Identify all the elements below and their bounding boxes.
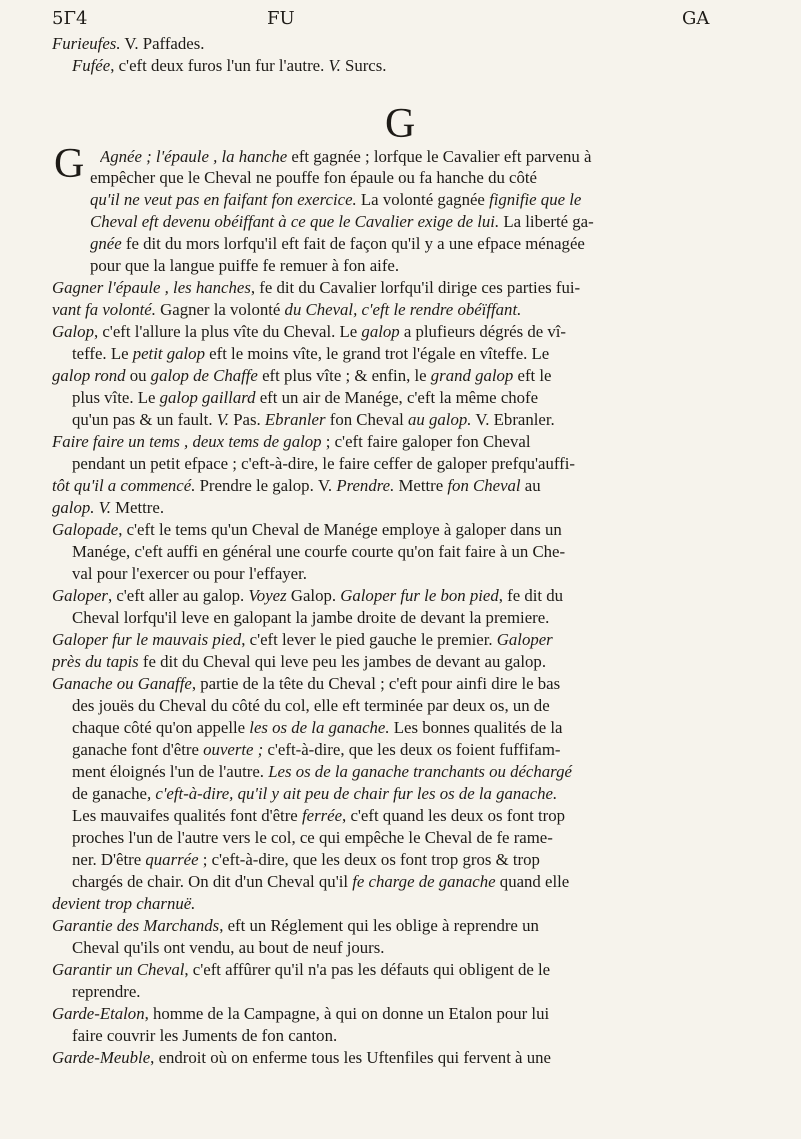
text-line <box>90 192 762 209</box>
text-segment: , eft un Réglement qui les oblige à reprendre un <box>219 918 539 935</box>
text-segment: , c'eft le tems qu'un Cheval de Manége employe à galoper dans un <box>118 522 562 539</box>
headword-segment: Agnée ; l'épaule , la hanche <box>100 149 288 166</box>
headword-segment: galop de Chaffe <box>150 368 258 385</box>
page-number: 5Γ4 <box>52 8 88 29</box>
text-line <box>52 434 762 451</box>
text-line <box>52 896 762 913</box>
text-line <box>52 654 762 671</box>
text-line <box>72 544 762 561</box>
text-line <box>72 874 762 891</box>
text-segment: Prendre le galop. <box>199 478 314 495</box>
text-line <box>52 280 762 297</box>
text-line <box>72 698 762 715</box>
text-segment: Les bonnes qualités de la <box>389 720 563 737</box>
text-segment: chaque côté qu'on appelle <box>72 720 250 737</box>
text-line <box>52 324 762 341</box>
text-segment: a plufieurs dégrés de vî- <box>399 324 567 341</box>
text-segment: , c'eft deux furos l'un fur l'autre. <box>110 58 329 75</box>
headword-segment: V. <box>328 58 341 75</box>
text-segment: ment éloignés l'un de l'autre. <box>72 764 269 781</box>
headword-segment: galop. V. <box>52 500 111 517</box>
text-segment: fe dit du Cheval qui leve peu les jambes de devant au galop. <box>138 654 547 671</box>
headword-segment: gnée <box>90 236 122 253</box>
text-line <box>52 962 762 979</box>
text-line <box>72 940 762 957</box>
headword-segment: Faire faire un tems , deux tems de galop <box>52 434 322 451</box>
text-segment: ; c'eft faire galoper fon Cheval <box>321 434 531 451</box>
headword-segment: Galoper <box>496 632 553 649</box>
text-line <box>90 236 762 253</box>
text-segment: teffe. Le <box>72 346 133 363</box>
text-segment: eft plus vîte ; & enfin, le <box>257 368 431 385</box>
text-segment: V. Ebranler. <box>471 412 555 429</box>
text-segment: Les mauvaifes qualités font d'être <box>72 808 302 825</box>
headword-segment: galop gaillard <box>159 390 256 407</box>
text-segment: pendant un petit efpace ; c'eft-à-dire, le faire ceffer de galoper prefqu'auffi- <box>72 456 575 473</box>
headword-segment: Furieufes. <box>52 36 121 53</box>
text-segment: plus vîte. Le <box>72 390 160 407</box>
text-line <box>72 610 762 627</box>
text-line <box>52 36 762 53</box>
text-segment: Surcs. <box>340 58 387 75</box>
headword-segment: V. <box>216 412 230 429</box>
headword-segment: vant fa volonté. <box>52 302 161 319</box>
text-segment: quand elle <box>495 874 570 891</box>
headword-segment: près du tapis <box>52 654 139 671</box>
headword-segment: Gagner l'épaule , les hanches <box>52 280 251 297</box>
headword-segment: quarrée <box>145 852 199 869</box>
headword-segment: Ganache ou Ganaffe <box>52 676 192 693</box>
headword-segment: Galoper fur le bon pied <box>340 588 499 605</box>
text-segment: La liberté ga- <box>503 214 594 231</box>
text-segment: ner. D'être <box>72 852 146 869</box>
text-line <box>72 764 762 781</box>
drop-cap: G <box>54 141 85 187</box>
text-segment: fe dit du mors lorfqu'il eft fait de façon qu'il y a une efpace ménagée <box>121 236 585 253</box>
text-line <box>90 258 762 275</box>
headword-segment: grand galop <box>430 368 514 385</box>
text-line <box>72 786 762 803</box>
text-segment: La volonté gagnée <box>360 192 485 209</box>
headword-segment: fignifie que le <box>484 192 582 209</box>
text-segment: , partie de la tête du Cheval ; c'eft pour ainfi dire le bas <box>191 676 561 693</box>
text-segment: V. Paffades. <box>120 36 205 53</box>
text-line <box>72 412 762 429</box>
text-line <box>72 742 762 759</box>
text-line <box>52 522 762 539</box>
headword-segment: Cheval eft devenu obéiffant à ce que le Cavalier exige de lui. <box>90 214 504 231</box>
headword-segment: Les os de la ganache tranchants ou déchargé <box>268 764 572 781</box>
text-segment: c'eft-à-dire, que les deux os foient fuffifam- <box>263 742 561 759</box>
text-line <box>90 170 762 187</box>
headword-segment: fe charge de ganache <box>352 874 496 891</box>
text-line <box>72 984 762 1001</box>
headword-segment: Ebranler <box>264 412 326 429</box>
text-line <box>90 214 762 231</box>
text-line <box>100 149 762 166</box>
text-line <box>72 720 762 737</box>
headword-segment: fon Cheval <box>443 478 525 495</box>
text-segment: , c'eft lever le pied gauche le premier. <box>241 632 497 649</box>
text-line <box>52 588 762 605</box>
text-segment: pour que la langue puiffe fe remuer à fon aife. <box>90 258 400 275</box>
text-line <box>72 58 762 75</box>
text-segment: Mettre <box>398 478 444 495</box>
text-line <box>72 566 762 583</box>
text-segment: reprendre. <box>72 984 141 1001</box>
headword-segment: qu'il ne veut pas en faifant fon exercice. <box>90 192 361 209</box>
headword-segment: Galopade <box>52 522 119 539</box>
headword-segment: Galoper fur le mauvais pied <box>52 632 242 649</box>
text-segment: eft le <box>513 368 552 385</box>
text-segment: Cheval lorfqu'il leve en galopant la jambe droite de devant la premiere. <box>72 610 550 627</box>
text-segment: val pour l'exercer ou pour l'effayer. <box>72 566 307 583</box>
text-segment: , fe dit du <box>498 588 564 605</box>
text-segment: empêcher que le Cheval ne pouffe fon épaule ou fa hanche du côté <box>90 170 537 187</box>
text-segment: Pas. <box>229 412 265 429</box>
text-segment: de ganache <box>72 786 147 803</box>
headword-segment: galop <box>361 324 400 341</box>
headword-segment: Garde-Meuble <box>52 1050 151 1067</box>
text-segment: V. <box>317 478 333 495</box>
text-segment: eft le moins vîte, le grand trot l'égale en vîteffe. Le <box>204 346 550 363</box>
headword-segment: ouverte ; <box>203 742 264 759</box>
text-segment: Mettre. <box>110 500 165 517</box>
text-segment: des jouës du Cheval du côté du col, elle eft terminée par deux os, un de <box>72 698 550 715</box>
text-segment: eft gagnée ; lorfque le Cavalier eft parvenu à <box>287 149 592 166</box>
text-segment: proches l'un de l'autre vers le col, ce qui empêche le Cheval de fe rame- <box>72 830 553 847</box>
headword-segment: devient trop charnuë. <box>52 896 196 913</box>
text-segment: chargés de chair. On dit d'un Cheval qu'il <box>72 874 353 891</box>
headword-segment: , c'eft-à-dire, qu'il y ait peu de chair fur les os de la ganache. <box>147 786 558 803</box>
text-line <box>52 918 762 935</box>
text-segment: , c'eft l'allure la plus vîte du Cheval. Le <box>93 324 362 341</box>
text-line <box>52 1050 762 1067</box>
text-line <box>72 390 762 407</box>
headword-segment: Voyez <box>248 588 287 605</box>
headword-segment: Prendre. <box>332 478 399 495</box>
text-segment: , homme de la Campagne, à qui on donne un Etalon pour lui <box>144 1006 550 1023</box>
text-segment: , c'eft quand les deux os font trop <box>342 808 566 825</box>
text-segment: , c'eft affûrer qu'il n'a pas les défauts qui obligent de le <box>184 962 551 979</box>
text-line <box>72 346 762 363</box>
headword-segment: ferrée <box>301 808 343 825</box>
text-segment: Manége, c'eft auffi en général une courfe courte qu'on fait faire à un Che- <box>72 544 566 561</box>
text-line <box>52 500 762 517</box>
text-segment: fon Cheval <box>325 412 409 429</box>
headword-segment: Garantir un Cheval <box>52 962 185 979</box>
text-line <box>72 830 762 847</box>
header-left-word: FU <box>267 8 295 29</box>
headword-segment: petit galop <box>132 346 205 363</box>
text-line <box>52 632 762 649</box>
text-line <box>52 478 762 495</box>
text-segment: Galop. <box>286 588 341 605</box>
text-line <box>52 302 762 319</box>
text-line <box>72 1028 762 1045</box>
text-segment: , endroit où on enferme tous les Uftenfiles qui fervent à une <box>150 1050 551 1067</box>
text-segment: , fe dit du Cavalier lorfqu'il dirige ces parties fui- <box>250 280 581 297</box>
headword-segment: Garantie des Marchands <box>52 918 220 935</box>
text-line <box>72 852 762 869</box>
headword-segment: du Cheval, c'eft le rendre obéïffant. <box>280 302 522 319</box>
headword-segment: au galop. <box>408 412 472 429</box>
text-line <box>72 808 762 825</box>
text-segment: Gagner la volonté <box>160 302 281 319</box>
running-header <box>52 8 752 34</box>
headword-segment: Galoper <box>52 588 108 605</box>
text-segment: , c'eft aller au galop. <box>107 588 249 605</box>
text-segment: faire couvrir les Juments de fon canton. <box>72 1028 338 1045</box>
text-segment: eft un air de Manége, c'eft la même chofe <box>255 390 539 407</box>
text-line <box>72 456 762 473</box>
text-segment: qu'un pas & un fault. <box>72 412 217 429</box>
headword-segment: Garde-Etalon <box>52 1006 145 1023</box>
headword-segment: tôt qu'il a commencé. <box>52 478 200 495</box>
headword-segment: Fufée <box>72 58 111 75</box>
text-line <box>52 1006 762 1023</box>
headword-segment: galop rond <box>52 368 126 385</box>
text-segment: ou <box>125 368 151 385</box>
text-line <box>52 368 762 385</box>
text-segment: au <box>524 478 541 495</box>
section-letter: G <box>385 101 416 147</box>
text-line <box>52 676 762 693</box>
text-segment: Cheval qu'ils ont vendu, au bout de neuf jours. <box>72 940 385 957</box>
text-segment: ; c'eft-à-dire, que les deux os font trop gros & trop <box>198 852 540 869</box>
headword-segment: Galop <box>52 324 94 341</box>
headword-segment: les os de la ganache. <box>249 720 390 737</box>
header-right-word: GA <box>682 8 710 29</box>
text-segment: ganache font d'être <box>72 742 204 759</box>
